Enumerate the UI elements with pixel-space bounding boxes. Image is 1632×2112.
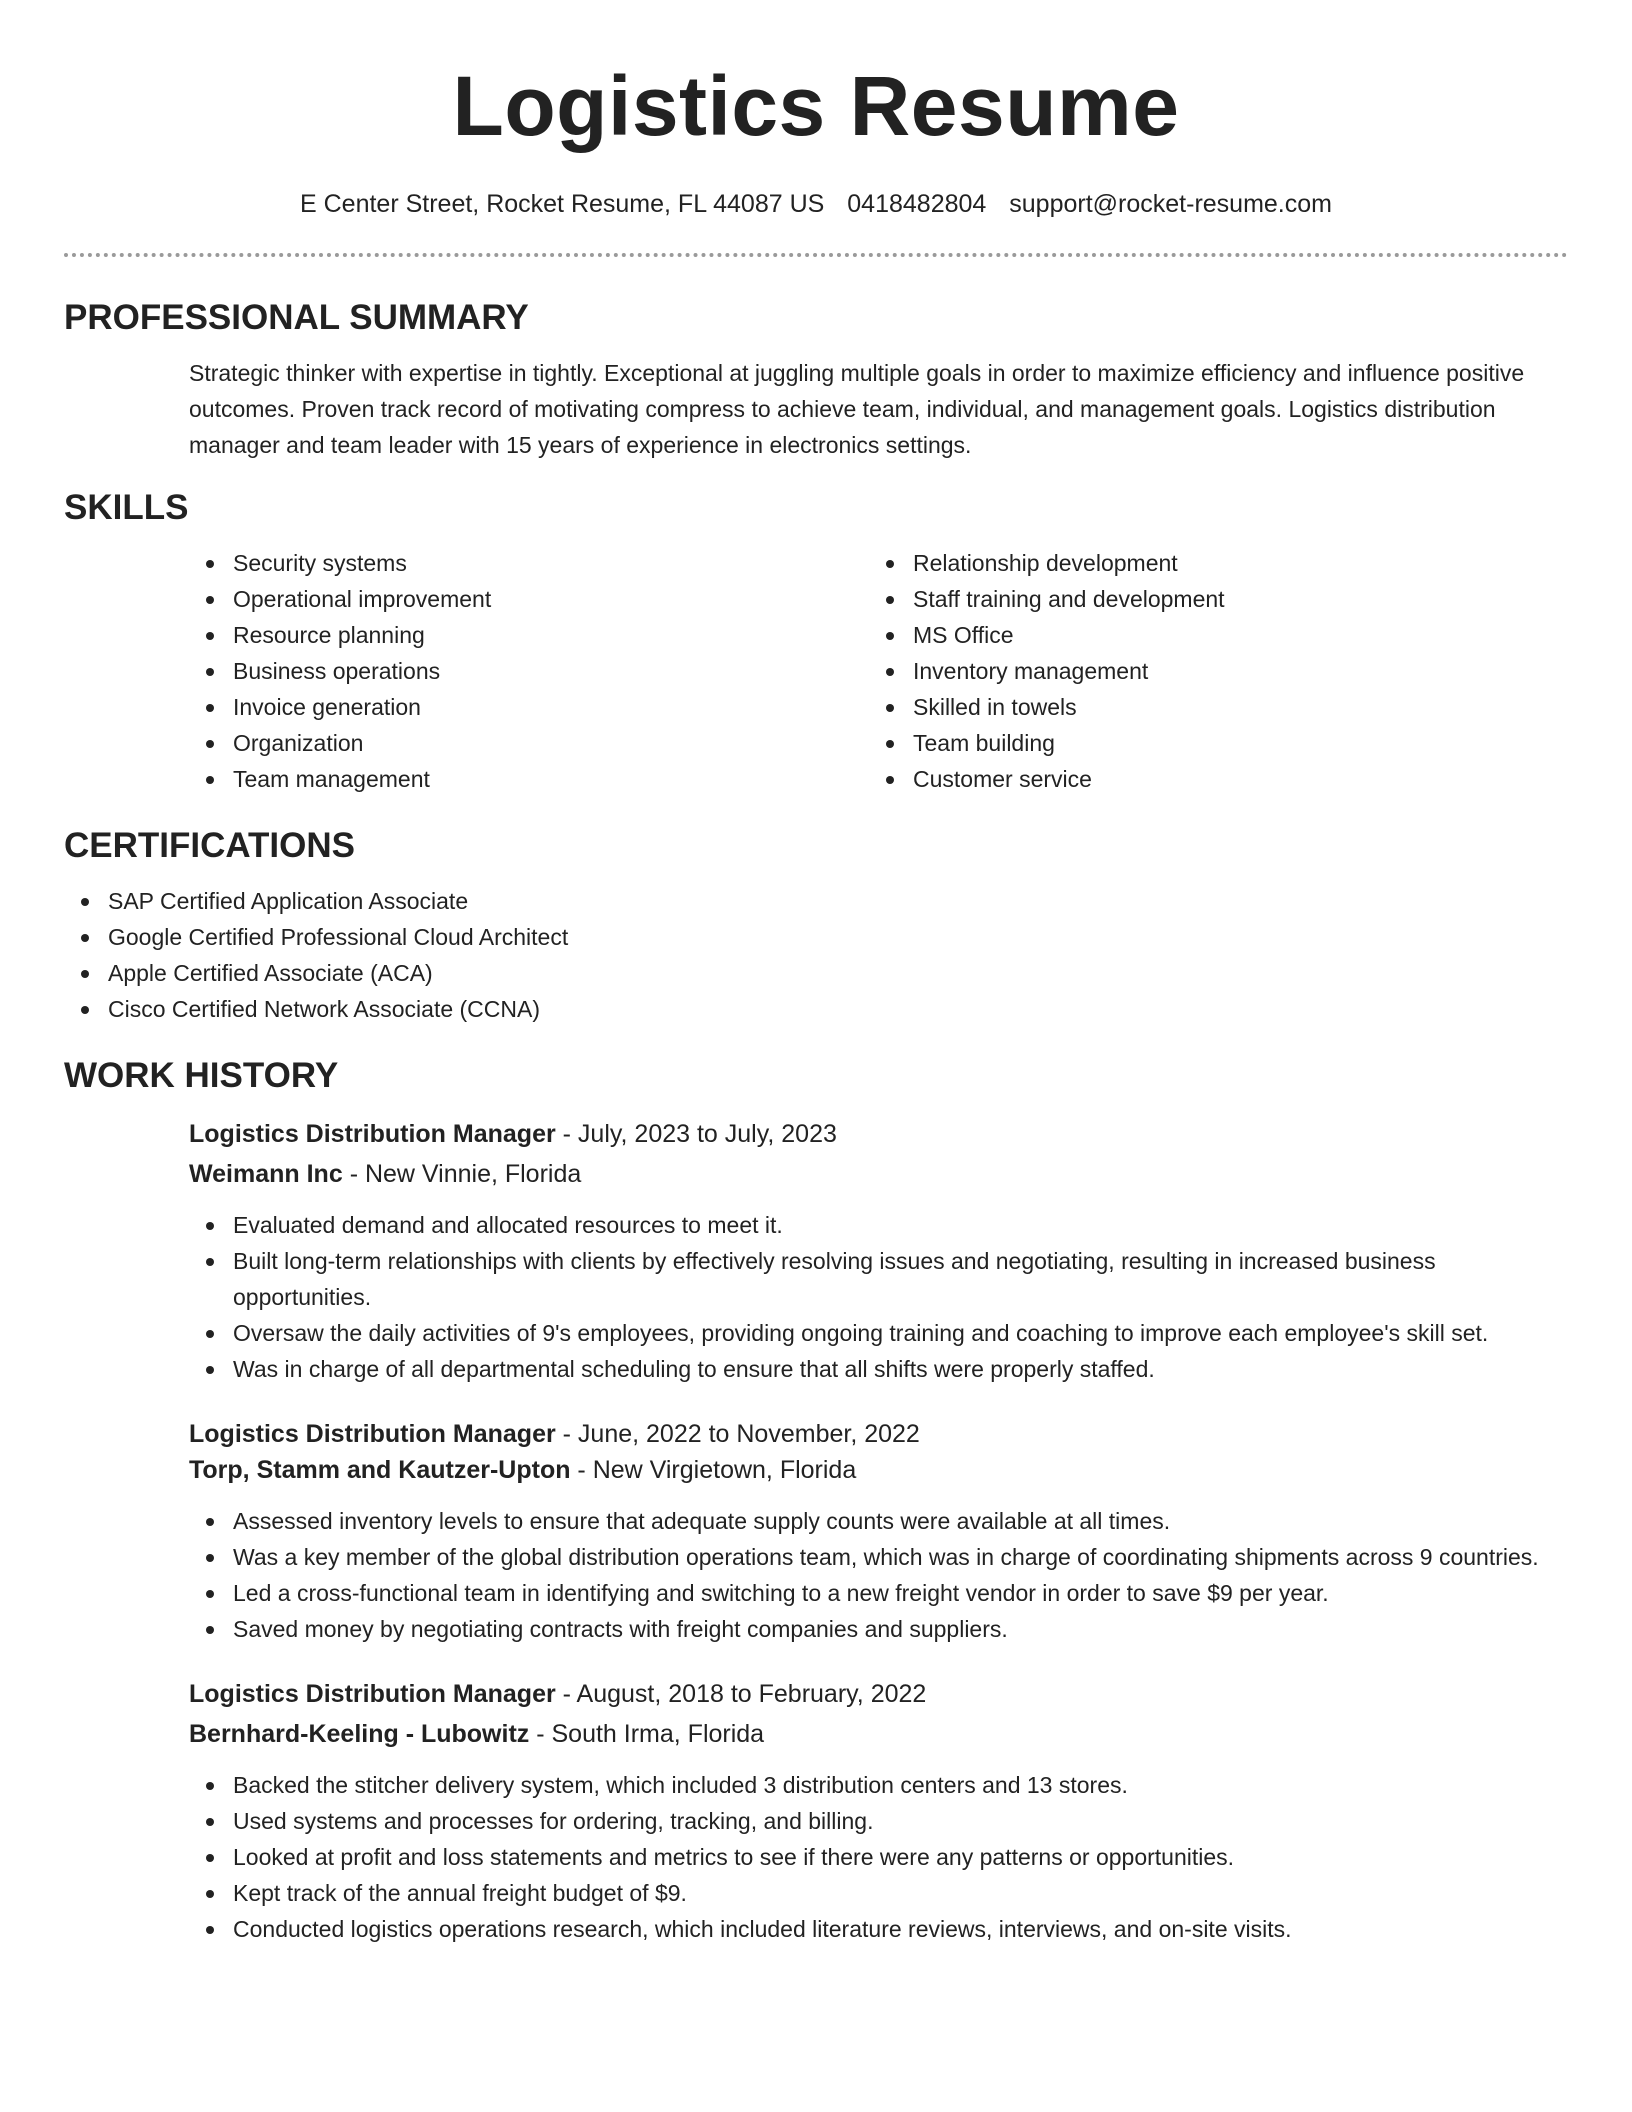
skills-section (64, 487, 1568, 797)
certification-item: Google Certified Professional Cloud Architect (108, 919, 1568, 955)
job-dates: - July, 2023 to July, 2023 (555, 1120, 837, 1148)
job-duty: Led a cross-functional team in identifying and switching to a new freight vendor in order to save $9 per year. (233, 1575, 1568, 1611)
job-entry (189, 1115, 1568, 1387)
skill-item: Customer service (913, 761, 1549, 797)
job-location: - South Irma, Florida (529, 1720, 765, 1748)
resume-title: Logistics Resume (452, 59, 1180, 153)
job-company-line (189, 1715, 1568, 1753)
job-duty: Was a key member of the global distribution operations team, which was in charge of coordinating shipments across 9 countries. (233, 1539, 1568, 1575)
skills-heading: SKILLS (64, 488, 189, 527)
job-title: Logistics Distribution Manager (189, 1680, 556, 1708)
job-duty: Backed the stitcher delivery system, which included 3 distribution centers and 13 stores. (233, 1767, 1568, 1803)
job-company: Weimann Inc (189, 1160, 343, 1188)
work-history-heading: WORK HISTORY (64, 1056, 339, 1095)
skill-item: Operational improvement (233, 581, 869, 617)
skill-item: MS Office (913, 617, 1549, 653)
job-entry (189, 1675, 1568, 1947)
job-dates: - June, 2022 to November, 2022 (555, 1420, 920, 1448)
skill-item: Skilled in towels (913, 689, 1549, 725)
job-company: Bernhard-Keeling - Lubowitz (189, 1720, 530, 1748)
job-title-line (189, 1415, 1568, 1453)
job-company-line (189, 1155, 1568, 1193)
contact-phone: 0418482804 (847, 190, 987, 218)
job-company: Torp, Stamm and Kautzer-Upton (189, 1456, 571, 1484)
header-divider (64, 253, 1568, 257)
job-title-line (189, 1675, 1568, 1713)
certification-item: Cisco Certified Network Associate (CCNA) (108, 991, 1568, 1027)
job-company-line (189, 1451, 1568, 1489)
skill-item: Invoice generation (233, 689, 869, 725)
skills-grid (189, 545, 1568, 797)
skill-item: Resource planning (233, 617, 869, 653)
job-duties (189, 1503, 1568, 1647)
job-duties (189, 1207, 1568, 1387)
job-duty: Built long-term relationships with clients by effectively resolving issues and negotiating, resulting in increased business opportunities. (233, 1243, 1568, 1315)
skill-item: Team building (913, 725, 1549, 761)
certification-item: Apple Certified Associate (ACA) (108, 955, 1568, 991)
job-duty: Looked at profit and loss statements and metrics to see if there were any patterns or opportunities. (233, 1839, 1568, 1875)
summary-heading: PROFESSIONAL SUMMARY (64, 298, 529, 337)
job-duty: Evaluated demand and allocated resources to meet it. (233, 1207, 1568, 1243)
job-location: - New Virgietown, Florida (570, 1456, 857, 1484)
skills-column-left (189, 545, 869, 797)
job-duties (189, 1767, 1568, 1947)
summary-section (64, 297, 1568, 463)
certifications-section (64, 825, 1568, 1027)
skill-item: Security systems (233, 545, 869, 581)
summary-text: Strategic thinker with expertise in tightly. Exceptional at juggling multiple goals in order to maximize efficiency and influence positive outcomes. Proven track record of motivating compress to achieve team, individual, and management goals. Logistics distribution manager and team leader with 15 years of experience in electronics settings. (189, 360, 1525, 458)
contact-email: support@rocket-resume.com (1009, 190, 1332, 218)
certifications-list (64, 883, 1568, 1027)
work-history-section (64, 1055, 1568, 1947)
contact-line (64, 189, 1568, 219)
skill-item: Team management (233, 761, 869, 797)
skills-column-right (869, 545, 1549, 797)
job-title-line (189, 1115, 1568, 1153)
skill-item: Organization (233, 725, 869, 761)
job-location: - New Vinnie, Florida (342, 1160, 582, 1188)
job-duty: Conducted logistics operations research, which included literature reviews, interviews, and on-site visits. (233, 1911, 1568, 1947)
contact-address: E Center Street, Rocket Resume, FL 44087 US (300, 190, 825, 218)
certification-item: SAP Certified Application Associate (108, 883, 1568, 919)
skill-item: Relationship development (913, 545, 1549, 581)
skill-item: Inventory management (913, 653, 1549, 689)
job-title: Logistics Distribution Manager (189, 1120, 556, 1148)
certifications-heading: CERTIFICATIONS (64, 826, 356, 865)
job-entry (189, 1415, 1568, 1647)
job-title: Logistics Distribution Manager (189, 1420, 556, 1448)
job-dates: - August, 2018 to February, 2022 (555, 1680, 927, 1708)
job-duty: Used systems and processes for ordering, tracking, and billing. (233, 1803, 1568, 1839)
job-duty: Assessed inventory levels to ensure that adequate supply counts were available at all times. (233, 1503, 1568, 1539)
skill-item: Business operations (233, 653, 869, 689)
job-duty: Was in charge of all departmental scheduling to ensure that all shifts were properly staffed. (233, 1351, 1568, 1387)
skill-item: Staff training and development (913, 581, 1549, 617)
job-duty: Oversaw the daily activities of 9's employees, providing ongoing training and coaching to improve each employee's skill set. (233, 1315, 1568, 1351)
job-duty: Kept track of the annual freight budget of $9. (233, 1875, 1568, 1911)
job-duty: Saved money by negotiating contracts with freight companies and suppliers. (233, 1611, 1568, 1647)
